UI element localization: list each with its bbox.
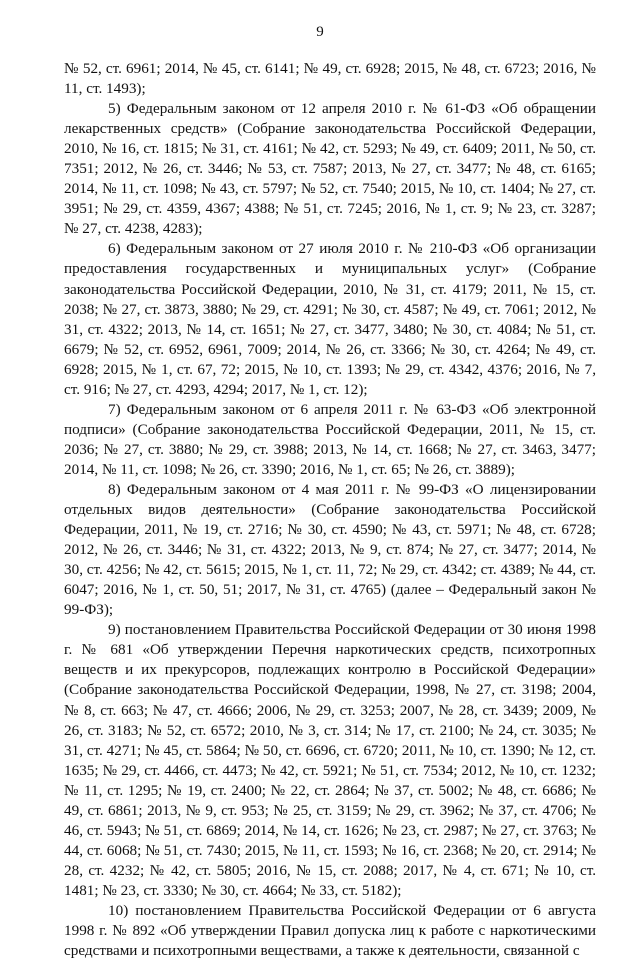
- paragraph-item-8: 8) Федеральным законом от 4 мая 2011 г. № 99-ФЗ «О лицензировании отдельных видов деятельности» (Собрание законодательства Российской Федерации, 2011, № 19, ст. 2716; № 30, ст. 4590; № 43, ст. 5971; № 48, ст. 6728; 2012, № 26, ст. 3446; № 31, ст. 4322; 2013, № 9, ст. 874; № 27, ст. 3477; 2014, № 30, ст. 4256; № 42, ст. 5615; 2015, № 1, ст. 11, 72; № 29, ст. 4342; ст. 4389; № 44, ст. 6047; 2016, № 1, ст. 50, 51; 2017, № 31, ст. 4765) (далее – Федеральный закон № 99-ФЗ);: [64, 480, 596, 619]
- page-number: 9: [316, 24, 324, 40]
- document-body: [64, 59, 596, 961]
- paragraph-item-5: 5) Федеральным законом от 12 апреля 2010 г. № 61-ФЗ «Об обращении лекарственных средств» (Собрание законодательства Российской Федерации, 2010, № 16, ст. 1815; № 31, ст. 4161; № 42, ст. 5293; № 49, ст. 6409; 2011, № 50, ст. 7351; 2012, № 26, ст. 3446; № 53, ст. 7587; 2013, № 27, ст. 3477; № 48, ст. 6165; 2014, № 11, ст. 1098; № 43, ст. 5797; № 52, ст. 7540; 2015, № 10, ст. 1404; № 27, ст. 3951; № 29, ст. 4359, 4367; 4388; № 51, ст. 7245; 2016, № 1, ст. 9; № 23, ст. 3287; № 27, ст. 4238, 4283);: [64, 100, 596, 238]
- paragraph-item-10: 10) постановлением Правительства Российской Федерации от 6 августа 1998 г. № 892 «Об утверждении Правил допуска лиц к работе с наркотическими средствами и психотропными веществами, а также к деятельности, связанной с: [64, 901, 596, 960]
- paragraph-item-7: 7) Федеральным законом от 6 апреля 2011 г. № 63-ФЗ «Об электронной подписи» (Собрание законодательства Российской Федерации, 2011, № 15, ст. 2036; № 27, ст. 3880; № 29, ст. 3988; 2013, № 14, ст. 1668; № 27, ст. 3463, 3477; 2014, № 11, ст. 1098; № 26, ст. 3390; 2016, № 1, ст. 65; № 26, ст. 3889);: [64, 400, 596, 478]
- paragraph-continuation: № 52, ст. 6961; 2014, № 45, ст. 6141; № 49, ст. 6928; 2015, № 48, ст. 6723; 2016, № 11, ст. 1493);: [64, 60, 596, 98]
- paragraph-item-9: 9) постановлением Правительства Российской Федерации от 30 июня 1998 г. № 681 «Об утверждении Перечня наркотических средств, психотропных веществ и их прекурсоров, подлежащих контролю в Российской Федерации» (Собрание законодательства Российской Федерации, 1998, № 27, ст. 3198; 2004, № 8, ст. 663; № 47, ст. 4666; 2006, № 29, ст. 3253; 2007, № 28, ст. 3439; 2009, № 26, ст. 3183; № 52, ст. 6572; 2010, № 3, ст. 314; № 17, ст. 2100; № 24, ст. 3035; № 31, ст. 4271; № 45, ст. 5864; № 50, ст. 6696, ст. 6720; 2011, № 10, ст. 1390; № 12, ст. 1635; № 29, ст. 4466, ст. 4473; № 42, ст. 5921; № 51, ст. 7534; 2012, № 10, ст. 1232; № 11, ст. 1295; № 19, ст. 2400; № 22, ст. 2864; № 37, ст. 5002; № 48, ст. 6686; № 49, ст. 6861; 2013, № 9, ст. 953; № 25, ст. 3159; № 29, ст. 3962; № 37, ст. 4706; № 46, ст. 5943; № 51, ст. 6869; 2014, № 14, ст. 1626; № 23, ст. 2987; № 27, ст. 3763; № 44, ст. 6068; № 51, ст. 7430; 2015, № 11, ст. 1593; № 16, ст. 2368; № 20, ст. 2914; № 28, ст. 4232; № 42, ст. 5805; 2016, № 15, ст. 2088; 2017, № 4, ст. 671; № 10, ст. 1481; № 23, ст. 3330; № 30, ст. 4664; № 33, ст. 5182);: [64, 621, 596, 899]
- paragraph-item-6: 6) Федеральным законом от 27 июля 2010 г. № 210-ФЗ «Об организации предоставления государственных и муниципальных услуг» (Собрание законодательства Российской Федерации, 2010, № 31, ст. 4179; 2011, № 15, ст. 2038; № 27, ст. 3873, 3880; № 29, ст. 4291; № 30, ст. 4587; № 49, ст. 7061; 2012, № 31, ст. 4322; 2013, № 14, ст. 1651; № 27, ст. 3477, 3480; № 30, ст. 4084; № 51, ст. 6679; № 52, ст. 6952, 6961, 7009; 2014, № 26, ст. 3366; № 30, ст. 4264; № 49, ст. 6928; 2015, № 1, ст. 67, 72; 2015, № 10, ст. 1393; № 29, ст. 4342, 4376; 2016, № 7, ст. 916; № 27, ст. 4293, 4294; 2017, № 1, ст. 12);: [64, 240, 596, 398]
